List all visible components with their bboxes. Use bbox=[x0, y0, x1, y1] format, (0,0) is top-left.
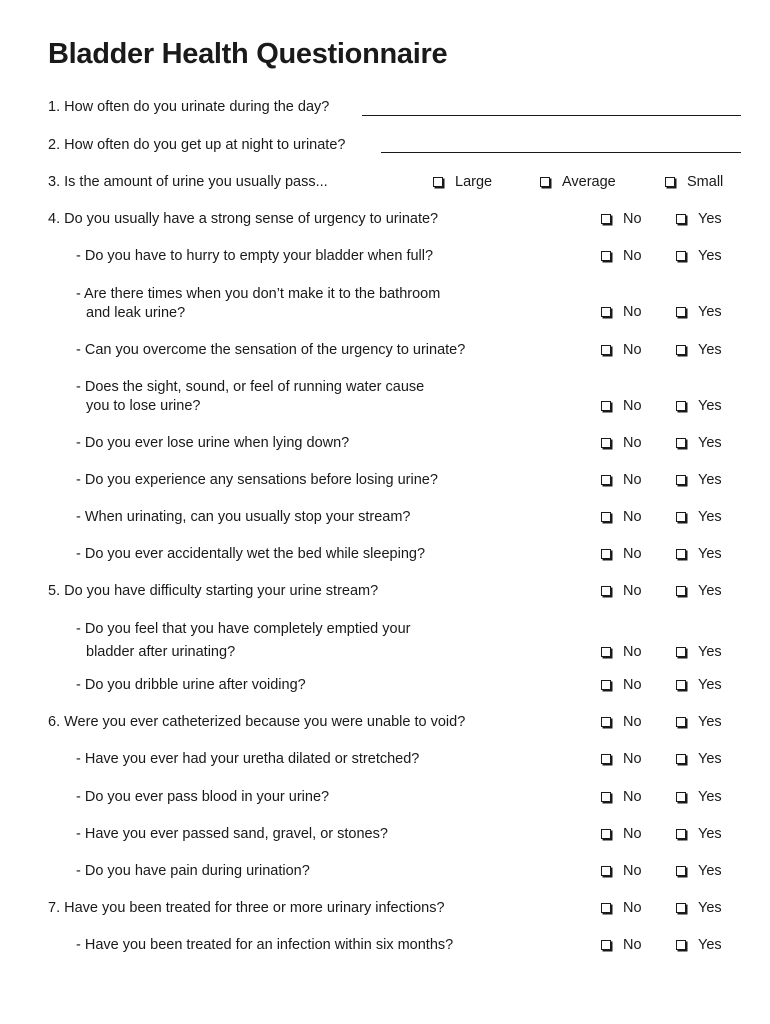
option-yes[interactable] bbox=[676, 713, 722, 732]
question-text: - Have you been treated for an infection within six months? bbox=[76, 937, 454, 953]
question-row bbox=[76, 936, 453, 955]
question-2-text: 2. How often do you get up at night to urinate? bbox=[48, 137, 346, 153]
question-text: - Do you ever accidentally wet the bed while sleeping? bbox=[76, 546, 426, 562]
option-label: Yes bbox=[698, 826, 722, 842]
checkbox-icon[interactable] bbox=[601, 829, 611, 839]
option-label: Large bbox=[455, 174, 493, 190]
question-row bbox=[76, 750, 419, 769]
option-label: No bbox=[623, 398, 642, 414]
option-no[interactable] bbox=[601, 210, 642, 229]
option-no[interactable] bbox=[601, 508, 642, 527]
checkbox-icon[interactable] bbox=[676, 475, 686, 485]
option-small[interactable] bbox=[665, 173, 723, 192]
option-label: No bbox=[623, 211, 642, 227]
option-label: Yes bbox=[698, 248, 722, 264]
option-no[interactable] bbox=[601, 303, 642, 322]
option-no[interactable] bbox=[601, 862, 642, 881]
option-no[interactable] bbox=[601, 471, 642, 490]
question-1-text: 1. How often do you urinate during the day? bbox=[48, 99, 330, 115]
checkbox-icon[interactable] bbox=[601, 680, 611, 690]
question-text: - Do you experience any sensations before losing urine? bbox=[76, 472, 438, 488]
question-2 bbox=[48, 136, 345, 155]
option-label: No bbox=[623, 863, 642, 879]
checkbox-icon[interactable] bbox=[601, 438, 611, 448]
option-label: No bbox=[623, 937, 642, 953]
checkbox-icon[interactable] bbox=[676, 680, 686, 690]
option-label: No bbox=[623, 248, 642, 264]
checkbox-icon[interactable] bbox=[601, 940, 611, 950]
option-label: Yes bbox=[698, 342, 722, 358]
option-yes[interactable] bbox=[676, 247, 722, 266]
night-frequency-field[interactable] bbox=[381, 152, 741, 153]
question-row bbox=[76, 341, 465, 360]
option-no[interactable] bbox=[601, 936, 642, 955]
option-label: Yes bbox=[698, 644, 722, 660]
option-label: Yes bbox=[698, 472, 722, 488]
question-row bbox=[76, 285, 440, 323]
question-text: 6. Were you ever catheterized because you were unable to void? bbox=[48, 714, 466, 730]
question-row bbox=[76, 471, 438, 490]
option-label: No bbox=[623, 714, 642, 730]
checkbox-icon[interactable] bbox=[676, 717, 686, 727]
option-label: Yes bbox=[698, 509, 722, 525]
question-text: - Do you have pain during urination? bbox=[76, 863, 310, 879]
option-label: No bbox=[623, 751, 642, 767]
checkbox-icon[interactable] bbox=[601, 307, 611, 317]
question-text: 5. Do you have difficulty starting your urine stream? bbox=[48, 583, 379, 599]
question-text: you to lose urine? bbox=[86, 398, 201, 414]
checkbox-icon[interactable] bbox=[601, 647, 611, 657]
option-label: Yes bbox=[698, 546, 722, 562]
checkbox-icon[interactable] bbox=[676, 214, 686, 224]
checkbox-icon[interactable] bbox=[601, 866, 611, 876]
checkbox-icon[interactable] bbox=[665, 177, 675, 187]
question-text: - Do you ever pass blood in your urine? bbox=[76, 789, 330, 805]
question-text: - Do you have to hurry to empty your bladder when full? bbox=[76, 248, 434, 264]
option-yes[interactable] bbox=[676, 582, 722, 601]
option-yes[interactable] bbox=[676, 545, 722, 564]
question-row bbox=[76, 788, 329, 807]
option-no[interactable] bbox=[601, 825, 642, 844]
option-yes[interactable] bbox=[676, 862, 722, 881]
question-row bbox=[76, 620, 410, 662]
option-label: Yes bbox=[698, 435, 722, 451]
option-label: No bbox=[623, 509, 642, 525]
option-label: No bbox=[623, 900, 642, 916]
option-no[interactable] bbox=[601, 713, 642, 732]
question-text: - Have you ever passed sand, gravel, or stones? bbox=[76, 826, 388, 842]
option-label: Yes bbox=[698, 900, 722, 916]
question-text: - When urinating, can you usually stop your stream? bbox=[76, 509, 411, 525]
option-yes[interactable] bbox=[676, 676, 722, 695]
checkbox-icon[interactable] bbox=[601, 251, 611, 261]
option-label: No bbox=[623, 342, 642, 358]
checkbox-icon[interactable] bbox=[601, 512, 611, 522]
option-yes[interactable] bbox=[676, 750, 722, 769]
option-label: Yes bbox=[698, 398, 722, 414]
option-label: Small bbox=[687, 174, 724, 190]
option-average[interactable] bbox=[540, 173, 616, 192]
question-row bbox=[48, 582, 378, 601]
question-text: 7. Have you been treated for three or more urinary infections? bbox=[48, 900, 445, 916]
option-label: Yes bbox=[698, 211, 722, 227]
option-label: Yes bbox=[698, 751, 722, 767]
checkbox-icon[interactable] bbox=[676, 647, 686, 657]
option-label: No bbox=[623, 435, 642, 451]
question-text: - Have you ever had your uretha dilated or stretched? bbox=[76, 751, 420, 767]
option-yes[interactable] bbox=[676, 788, 722, 807]
checkbox-icon[interactable] bbox=[676, 586, 686, 596]
checkbox-icon[interactable] bbox=[601, 549, 611, 559]
option-label: Average bbox=[562, 174, 616, 190]
checkbox-icon[interactable] bbox=[676, 549, 686, 559]
option-label: Yes bbox=[698, 789, 722, 805]
question-row bbox=[76, 247, 433, 266]
checkbox-icon[interactable] bbox=[676, 401, 686, 411]
option-label: No bbox=[623, 472, 642, 488]
option-yes[interactable] bbox=[676, 341, 722, 360]
option-yes[interactable] bbox=[676, 508, 722, 527]
option-no[interactable] bbox=[601, 750, 642, 769]
option-yes[interactable] bbox=[676, 899, 722, 918]
checkbox-icon[interactable] bbox=[601, 754, 611, 764]
question-text: - Do you dribble urine after voiding? bbox=[76, 677, 306, 693]
option-no[interactable] bbox=[601, 434, 642, 453]
option-no[interactable] bbox=[601, 545, 642, 564]
checkbox-icon[interactable] bbox=[540, 177, 550, 187]
option-yes[interactable] bbox=[676, 303, 722, 322]
option-label: No bbox=[623, 546, 642, 562]
checkbox-icon[interactable] bbox=[676, 866, 686, 876]
option-label: Yes bbox=[698, 304, 722, 320]
checkbox-icon[interactable] bbox=[676, 754, 686, 764]
option-large[interactable] bbox=[433, 173, 492, 192]
checkbox-icon[interactable] bbox=[601, 586, 611, 596]
option-yes[interactable] bbox=[676, 643, 722, 662]
option-yes[interactable] bbox=[676, 936, 722, 955]
question-text: - Do you feel that you have completely emptied your bbox=[76, 621, 411, 637]
option-label: Yes bbox=[698, 937, 722, 953]
checkbox-icon[interactable] bbox=[676, 829, 686, 839]
question-1 bbox=[48, 98, 329, 117]
checkbox-icon[interactable] bbox=[601, 717, 611, 727]
checkbox-icon[interactable] bbox=[601, 903, 611, 913]
option-yes[interactable] bbox=[676, 825, 722, 844]
option-label: No bbox=[623, 677, 642, 693]
option-no[interactable] bbox=[601, 643, 642, 662]
question-row bbox=[76, 825, 388, 844]
question-text: 4. Do you usually have a strong sense of urgency to urinate? bbox=[48, 211, 439, 227]
option-no[interactable] bbox=[601, 899, 642, 918]
question-row bbox=[76, 676, 306, 695]
question-row bbox=[48, 899, 445, 918]
question-text: - Can you overcome the sensation of the urgency to urinate? bbox=[76, 342, 466, 358]
checkbox-icon[interactable] bbox=[676, 345, 686, 355]
checkbox-icon[interactable] bbox=[601, 792, 611, 802]
option-label: Yes bbox=[698, 583, 722, 599]
checkbox-icon[interactable] bbox=[601, 401, 611, 411]
option-yes[interactable] bbox=[676, 210, 722, 229]
option-yes[interactable] bbox=[676, 471, 722, 490]
checkbox-icon[interactable] bbox=[601, 475, 611, 485]
checkbox-icon[interactable] bbox=[676, 940, 686, 950]
question-text: and leak urine? bbox=[86, 305, 186, 321]
question-row bbox=[76, 545, 425, 564]
option-label: No bbox=[623, 644, 642, 660]
page-title: Bladder Health Questionnaire bbox=[48, 38, 448, 70]
question-row bbox=[76, 378, 424, 416]
question-text: - Does the sight, sound, or feel of running water cause bbox=[76, 379, 425, 395]
question-row bbox=[48, 713, 465, 732]
checkbox-icon[interactable] bbox=[676, 307, 686, 317]
option-yes[interactable] bbox=[676, 397, 722, 416]
checkbox-icon[interactable] bbox=[676, 512, 686, 522]
option-no[interactable] bbox=[601, 247, 642, 266]
checkbox-icon[interactable] bbox=[676, 251, 686, 261]
option-yes[interactable] bbox=[676, 434, 722, 453]
option-label: No bbox=[623, 826, 642, 842]
checkbox-icon[interactable] bbox=[676, 438, 686, 448]
question-3-text: 3. Is the amount of urine you usually pass... bbox=[48, 174, 328, 190]
option-label: Yes bbox=[698, 714, 722, 730]
checkbox-icon[interactable] bbox=[676, 903, 686, 913]
question-row bbox=[48, 210, 438, 229]
option-label: No bbox=[623, 583, 642, 599]
option-no[interactable] bbox=[601, 676, 642, 695]
day-frequency-field[interactable] bbox=[362, 115, 741, 116]
question-3 bbox=[48, 173, 328, 192]
option-no[interactable] bbox=[601, 582, 642, 601]
option-label: Yes bbox=[698, 863, 722, 879]
question-row bbox=[76, 862, 310, 881]
question-row bbox=[76, 508, 410, 527]
option-no[interactable] bbox=[601, 788, 642, 807]
option-label: Yes bbox=[698, 677, 722, 693]
question-text: bladder after urinating? bbox=[86, 644, 236, 660]
question-text: - Are there times when you don’t make it to the bathroom bbox=[76, 286, 441, 302]
question-text: - Do you ever lose urine when lying down? bbox=[76, 435, 350, 451]
checkbox-icon[interactable] bbox=[601, 214, 611, 224]
checkbox-icon[interactable] bbox=[433, 177, 443, 187]
option-no[interactable] bbox=[601, 341, 642, 360]
checkbox-icon[interactable] bbox=[676, 792, 686, 802]
question-row bbox=[76, 434, 349, 453]
option-label: No bbox=[623, 304, 642, 320]
option-label: No bbox=[623, 789, 642, 805]
checkbox-icon[interactable] bbox=[601, 345, 611, 355]
option-no[interactable] bbox=[601, 397, 642, 416]
